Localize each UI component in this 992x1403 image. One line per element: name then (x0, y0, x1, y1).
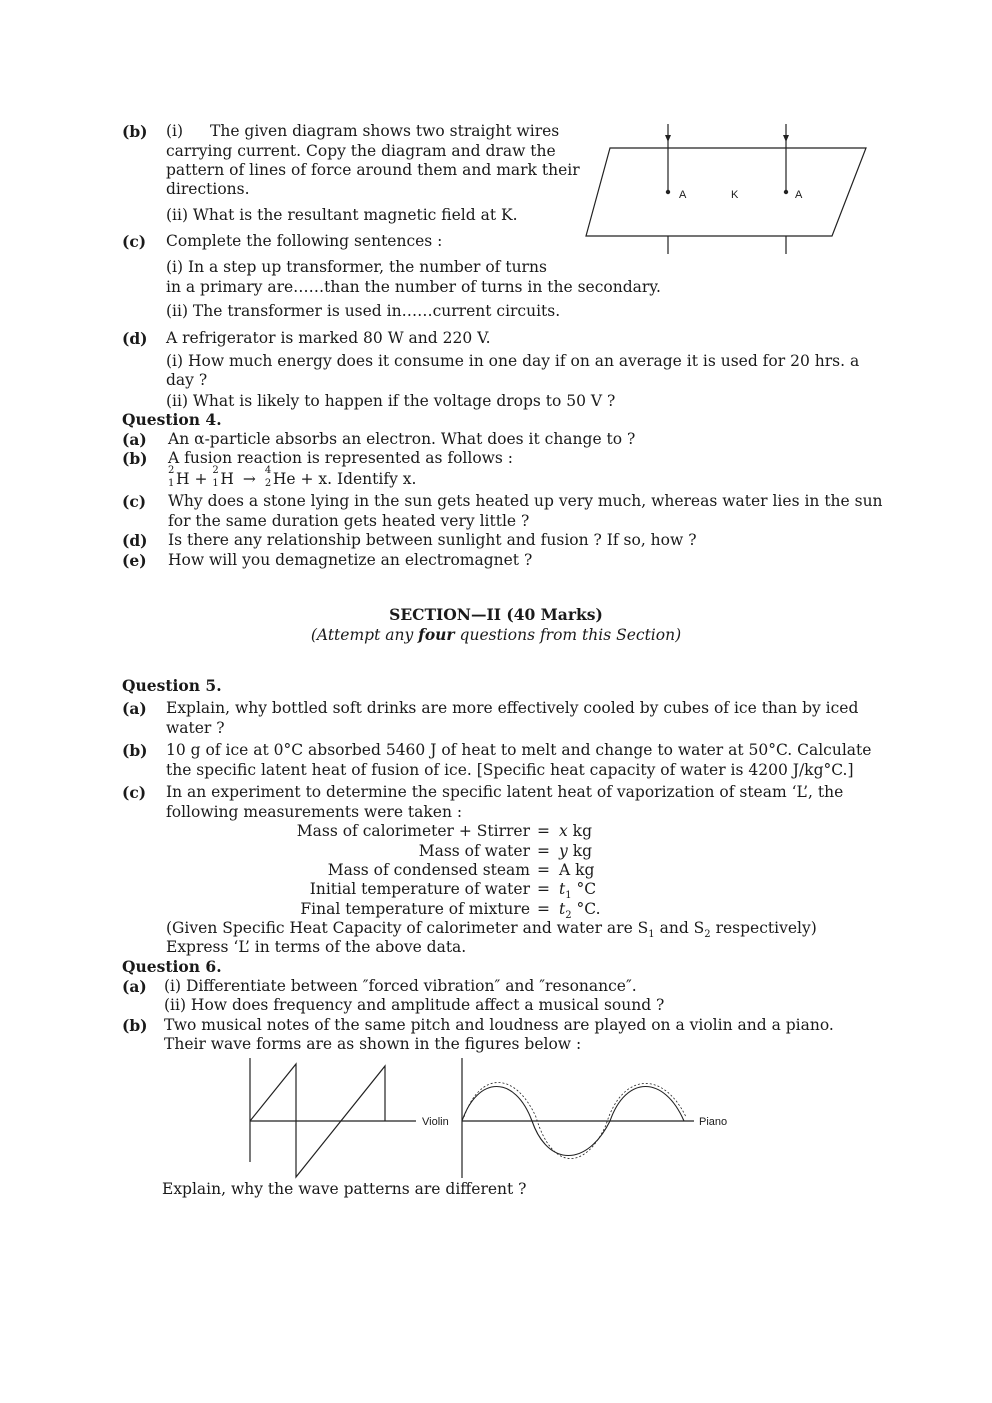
measure-3-eq: = (537, 861, 550, 879)
q5a-label: (a) (122, 699, 147, 718)
measure-2-eq: = (537, 842, 550, 860)
section-subtitle-pre: (Attempt any (310, 626, 419, 644)
atomic-number-1: 1 (168, 478, 175, 489)
q4c-line2: for the same duration gets heated very little ? (168, 512, 530, 530)
q6b-label: (b) (122, 1016, 148, 1035)
measure-5-var: t (559, 900, 566, 918)
point-a-right-label: A (795, 189, 803, 201)
mass-number-2: 2 (212, 465, 219, 476)
measure-2-unit: kg (567, 842, 593, 860)
measure-5-sub: 2 (565, 910, 572, 922)
q4c-line1: Why does a stone lying in the sun gets heated up very much, whereas water lies in the sun (168, 492, 883, 510)
piano-label: Piano (699, 1116, 728, 1128)
q3c-label: (c) (122, 232, 147, 251)
q5b-line1: 10 g of ice at 0°C absorbed 5460 J of heat to melt and change to water at 50°C. Calculate (166, 741, 872, 759)
measure-2-var: y (559, 842, 568, 860)
q5c-line2: following measurements were taken : (166, 803, 463, 821)
q3d-ii: (ii) What is likely to happen if the voltage drops to 50 V ? (166, 392, 616, 410)
q4b-label: (b) (122, 449, 148, 468)
q3b-i-line2: carrying current. Copy the diagram and draw the (166, 142, 556, 160)
helium: He (272, 470, 296, 488)
q3b-ii: (ii) What is the resultant magnetic field at K. (166, 206, 518, 224)
q3d-text: A refrigerator is marked 80 W and 220 V. (166, 329, 491, 347)
piano-sine-wave (462, 1087, 684, 1156)
given-post: respectively) (710, 919, 817, 937)
q6a-i: (i) Differentiate between ″forced vibration″ and ″resonance″. (164, 977, 637, 995)
q3b-i-number: (i) (166, 122, 184, 140)
given-pre: (Given Specific Heat Capacity of calorimeter and water are S (166, 919, 649, 937)
arrow-right-icon (783, 135, 789, 142)
point-a-right-dot (784, 190, 788, 194)
q6b-line1: Two musical notes of the same pitch and loudness are played on a violin and a piano. (164, 1016, 834, 1034)
hydrogen-1: H (176, 470, 190, 488)
reaction-arrow: → (242, 470, 256, 488)
hydrogen-2: H (220, 470, 234, 488)
q3d-label: (d) (122, 329, 148, 348)
measure-2-label: Mass of water (418, 842, 530, 860)
measure-3-value: A kg (559, 861, 595, 879)
atomic-number-3: 2 (264, 478, 272, 489)
section-subtitle-bold: four (418, 625, 455, 644)
mass-number-1: 2 (168, 465, 175, 476)
q3c-ii: (ii) The transformer is used in……current circuits. (166, 302, 561, 320)
q3b-i-line4: directions. (166, 180, 250, 198)
atomic-number-2: 1 (212, 478, 219, 489)
q6-title: Question 6. (122, 957, 222, 976)
measure-1-var: x (559, 822, 568, 840)
q3d-i-line1: (i) How much energy does it consume in one day if on an average it is used for 20 hrs. a (166, 352, 860, 370)
q3b-i-line3: pattern of lines of force around them and mark their (166, 161, 580, 179)
given-s2-sub: 2 (704, 929, 711, 941)
point-k-label: K (731, 189, 739, 201)
measure-5-eq: = (537, 900, 550, 918)
measure-5-unit: °C. (571, 900, 601, 918)
q5c-label: (c) (122, 783, 147, 802)
q6b-explain: Explain, why the wave patterns are different ? (162, 1180, 527, 1198)
q5b-label: (b) (122, 741, 148, 760)
q4c-label: (c) (122, 492, 147, 511)
measure-4-eq: = (537, 880, 550, 898)
q6a-ii: (ii) How does frequency and amplitude affect a musical sound ? (164, 996, 665, 1014)
q5a-line2: water ? (166, 719, 225, 737)
q6b-line2: Their wave forms are as shown in the figures below : (164, 1035, 582, 1053)
q4a-label: (a) (122, 430, 147, 449)
section-subtitle-post: questions from this Section) (454, 626, 682, 644)
point-a-left-dot (666, 190, 670, 194)
measure-4-label: Initial temperature of water (309, 880, 530, 898)
section-title: SECTION—II (40 Marks) (389, 605, 603, 624)
q4a-text: An α-particle absorbs an electron. What does it change to ? (168, 430, 636, 448)
arrow-left-icon (665, 135, 671, 142)
piano-sine-wave-loops (464, 1083, 686, 1159)
q4d-label: (d) (122, 531, 148, 550)
violin-label: Violin (422, 1116, 449, 1128)
q3b-i-line1: The given diagram shows two straight wires (210, 122, 560, 140)
q5-title: Question 5. (122, 676, 222, 695)
q3c-i-line1: (i) In a step up transformer, the number of turns (166, 258, 547, 276)
q5c-express: Express ‘L’ in terms of the above data. (166, 938, 467, 956)
q5a-line1: Explain, why bottled soft drinks are more effectively cooled by cubes of ice than by iced (166, 699, 859, 717)
q4b-text: A fusion reaction is represented as follows : (168, 449, 514, 467)
given-s1-sub: 1 (648, 929, 655, 941)
q5c-line1: In an experiment to determine the specific latent heat of vaporization of steam ‘L’, the (166, 783, 844, 801)
q4-title: Question 4. (122, 410, 222, 429)
violin-sawtooth-wave (250, 1064, 385, 1177)
measure-4-unit: °C (571, 880, 597, 898)
mass-number-3: 4 (264, 465, 272, 476)
q4e-label: (e) (122, 551, 147, 570)
q6a-label: (a) (122, 977, 147, 996)
measure-1-eq: = (537, 822, 550, 840)
q3d-i-line2: day ? (166, 371, 208, 389)
measure-5-label: Final temperature of mixture (300, 900, 530, 918)
measure-4-var: t (559, 880, 566, 898)
measure-2-value (559, 842, 592, 861)
q3b-label: (b) (122, 122, 148, 141)
measure-1-value (559, 822, 592, 841)
plus-sign: + (194, 470, 208, 488)
equation-tail: + x. Identify x. (300, 470, 417, 488)
measure-1-unit: kg (567, 822, 592, 840)
q5b-line2: the specific latent heat of fusion of ice. [Specific heat capacity of water is 4200 J/kg°C.] (166, 761, 854, 779)
measure-3-label: Mass of condensed steam (327, 861, 530, 879)
measure-1-label: Mass of calorimeter + Stirrer (296, 822, 530, 840)
q4d-text: Is there any relationship between sunlight and fusion ? If so, how ? (168, 531, 697, 549)
section-subtitle (0, 625, 992, 645)
q3c-i-line2: in a primary are……than the number of turns in the secondary. (166, 278, 661, 296)
plane-parallelogram (586, 148, 866, 236)
measure-4-sub: 1 (565, 890, 572, 902)
given-mid: and S (654, 919, 705, 937)
q3c-text: Complete the following sentences : (166, 232, 443, 250)
fusion-equation (168, 465, 417, 492)
point-a-left-label: A (679, 189, 687, 201)
q4e-text: How will you demagnetize an electromagnet ? (168, 551, 533, 569)
